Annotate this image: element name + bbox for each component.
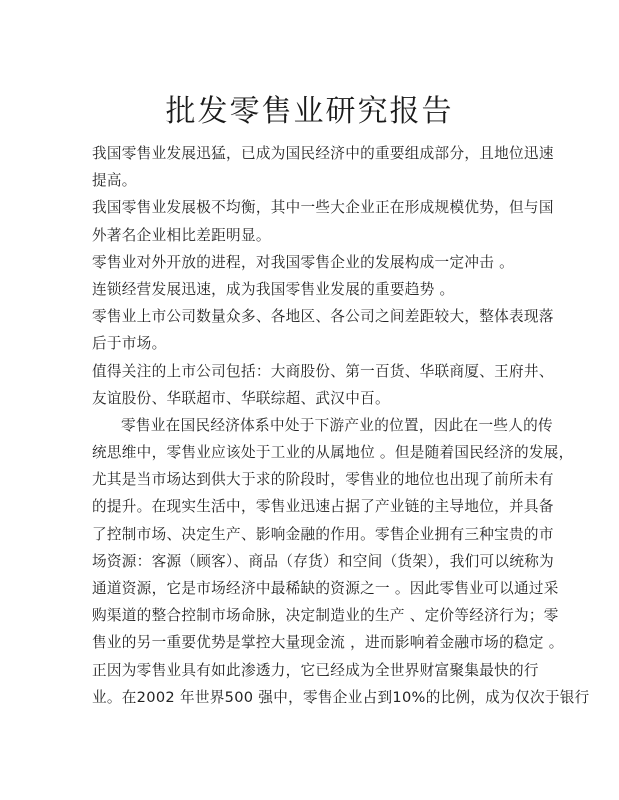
text-line: 值得关注的上市公司包括：大商股份、第一百货、华联商厦、王府井、: [92, 362, 554, 380]
document-body: [92, 140, 590, 711]
text-line: 的提升。在现实生活中，零售业迅速占据了产业链的主导地位，并具备: [92, 498, 554, 516]
text-line: 友谊股份、华联超市、华联综超、武汉中百。: [92, 389, 390, 407]
text-line: 场资源：客源（顾客）、商品（存货）和空间（货架），我们可以统称为: [92, 552, 555, 570]
text-line: 提高。: [92, 172, 137, 190]
text-line: 售业的另一重要优势是掌控大量现金流 ，进而影响着金融市场的稳定 。: [92, 634, 564, 652]
text-line: 零售业上市公司数量众多、各地区、各公司之间差距较大，整体表现落: [92, 308, 554, 326]
text-line: 连锁经营发展迅速，成为我国零售业发展的重要趋势 。: [92, 280, 455, 298]
text-line: 通道资源，它是市场经济中最稀缺的资源之一 。因此零售业可以通过采: [92, 580, 559, 597]
text-line: 零售业对外开放的进程，对我国零售企业的发展构成一定冲击 。: [92, 253, 514, 271]
text-line: 尤其是当市场达到供大于求的阶段时，零售业的地位也出现了前所未有: [92, 471, 554, 489]
text-line: 后于市场。: [92, 335, 167, 353]
text-line: 业。在2002 年世界500 强中，零售企业占到10%的比例，成为仅次于银行: [92, 688, 590, 706]
text-line: 正因为零售业具有如此渗透力，它已经成为全世界财富聚集最快的行: [92, 661, 539, 679]
text-line: 了控制市场、决定生产、影响金融的作用。零售企业拥有三种宝贵的市: [92, 525, 554, 543]
paragraph-start-line: 零售业在国民经济体系中处于下游产业的位置，因此在一些人的传: [121, 416, 553, 434]
text-line: 外著名企业相比差距明显。: [92, 226, 271, 244]
text-line: 统思维中，零售业应该处于工业的从属地位 。但是随着国民经济的发展，: [92, 444, 574, 462]
text-line: 我国零售业发展极不均衡，其中一些大企业正在形成规模优势，但与国: [92, 199, 554, 217]
text-line: 我国零售业发展迅猛，已成为国民经济中的重要组成部分，且地位迅速: [92, 145, 554, 162]
document-title: 批发零售业研究报告: [165, 94, 454, 129]
text-line: 购渠道的整合控制市场命脉，决定制造业的生产 、定价等经济行为；零: [92, 607, 559, 625]
